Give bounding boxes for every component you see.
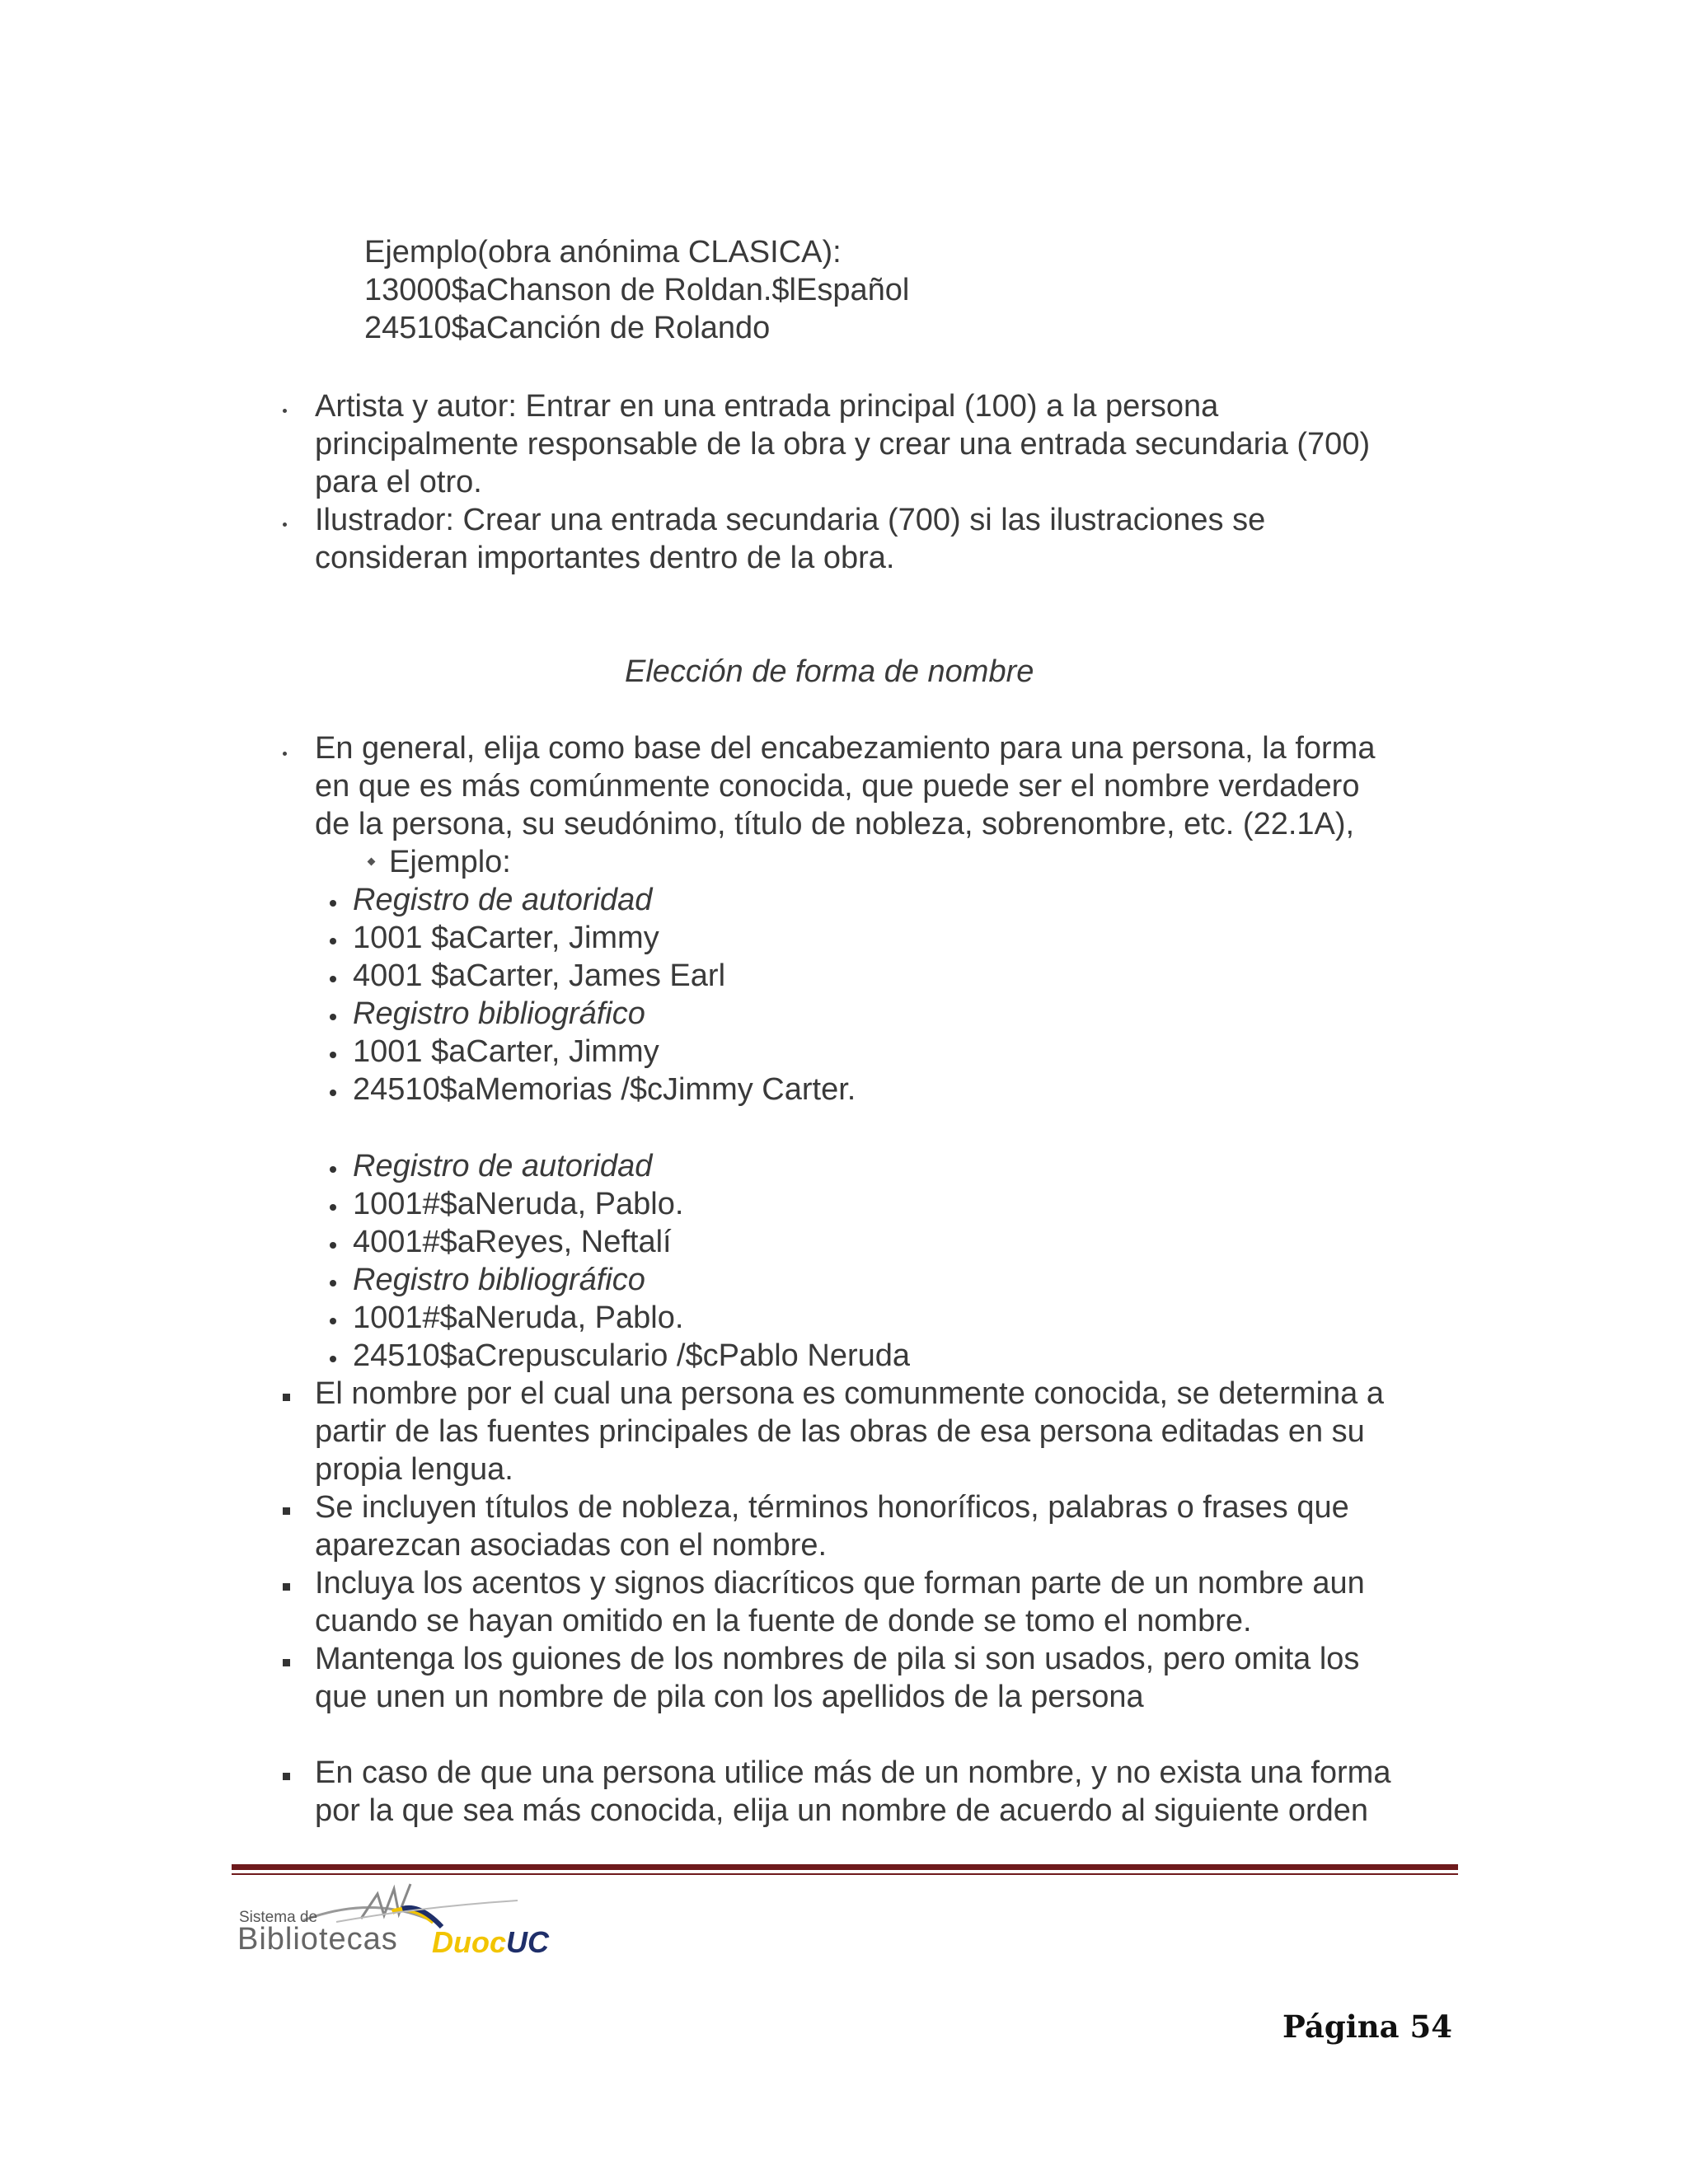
rule-4-line-1: Mantenga los guiones de los nombres de pila si son usados, pero omita los	[315, 1642, 1360, 1676]
bullet-dot	[283, 523, 287, 527]
list-item: Registro de autoridad	[353, 1149, 653, 1183]
list-item: 1001#$aNeruda, Pablo.	[353, 1187, 684, 1221]
list-bullet	[330, 1204, 336, 1211]
list-bullet	[330, 1014, 336, 1020]
rule-3-line-2: cuando se hayan omitido en la fuente de donde se tomo el nombre.	[315, 1604, 1252, 1638]
artista-line-3: para el otro.	[315, 465, 482, 499]
list-item: 1001 $aCarter, Jimmy	[353, 1034, 659, 1069]
bullet-dot	[283, 409, 287, 413]
rule-5-line-2: por la que sea más conocida, elija un nombre de acuerdo al siguiente orden	[315, 1793, 1369, 1828]
example-label: Ejemplo:	[389, 845, 511, 879]
square-bullet	[283, 1394, 290, 1401]
rule-3-line-1: Incluya los acentos y signos diacríticos que forman parte de un nombre aun	[315, 1566, 1365, 1601]
footer-rule-thick	[232, 1864, 1458, 1870]
list-item: Registro de autoridad	[353, 883, 653, 917]
square-bullet	[283, 1507, 290, 1515]
ilustrador-line-1: Ilustrador: Crear una entrada secundaria (700) si las ilustraciones se	[315, 503, 1266, 537]
bullet-dot	[283, 752, 287, 756]
page-number: Página 54	[1282, 2008, 1452, 2045]
rule-1-line-1: El nombre por el cual una persona es comunmente conocida, se determina a	[315, 1376, 1384, 1411]
rule-2-line-2: aparezcan asociadas con el nombre.	[315, 1528, 828, 1563]
list-item: 24510$aCrepusculario /$cPablo Neruda	[353, 1338, 911, 1373]
section-heading: Elección de forma de nombre	[625, 654, 1034, 689]
artista-line-1: Artista y autor: Entrar en una entrada principal (100) a la persona	[315, 389, 1219, 424]
list-item: 1001#$aNeruda, Pablo.	[353, 1301, 684, 1335]
list-bullet	[330, 938, 336, 944]
list-bullet	[330, 976, 336, 982]
logo-brand-duoc: Duoc	[432, 1925, 506, 1959]
list-bullet	[330, 1318, 336, 1324]
footer-rule-thin	[232, 1873, 1458, 1875]
rule-2-line-1: Se incluyen títulos de nobleza, términos honoríficos, palabras o frases que	[315, 1490, 1349, 1525]
logo-small-text: Sistema de	[239, 1909, 318, 1926]
list-bullet	[330, 1166, 336, 1173]
list-bullet	[330, 1090, 336, 1096]
diamond-bullet	[368, 858, 376, 866]
list-item: 4001#$aReyes, Neftalí	[353, 1225, 672, 1259]
list-item: 4001 $aCarter, James Earl	[353, 958, 726, 993]
logo-big-text: Bibliotecas	[237, 1922, 398, 1957]
list-item: Registro bibliográfico	[353, 996, 645, 1031]
square-bullet	[283, 1773, 290, 1780]
logo-brand-uc: UC	[506, 1925, 549, 1959]
artista-line-2: principalmente responsable de la obra y crear una entrada secundaria (700)	[315, 427, 1371, 462]
logo-brand	[432, 1925, 549, 1960]
list-bullet	[330, 900, 336, 907]
rule-1-line-3: propia lengua.	[315, 1452, 513, 1487]
bibliotecas-duocuc-logo	[237, 1879, 592, 1971]
list-item: Registro bibliográfico	[353, 1263, 645, 1297]
list-item: 24510$aMemorias /$cJimmy Carter.	[353, 1072, 856, 1107]
list-bullet	[330, 1356, 336, 1362]
ilustrador-line-2: consideran importantes dentro de la obra.	[315, 541, 895, 575]
rule-5-line-1: En caso de que una persona utilice más de un nombre, y no exista una forma	[315, 1755, 1391, 1790]
example-title: Ejemplo(obra anónima CLASICA):	[364, 235, 842, 269]
general-line-1: En general, elija como base del encabezamiento para una persona, la forma	[315, 731, 1376, 766]
example-line-1: 13000$aChanson de Roldan.$lEspañol	[364, 273, 910, 307]
example-line-2: 24510$aCanción de Rolando	[364, 311, 771, 345]
general-line-2: en que es más comúnmente conocida, que puede ser el nombre verdadero	[315, 769, 1360, 804]
list-bullet	[330, 1052, 336, 1058]
square-bullet	[283, 1583, 290, 1591]
rule-4-line-2: que unen un nombre de pila con los apellidos de la persona	[315, 1680, 1144, 1714]
rule-1-line-2: partir de las fuentes principales de las obras de esa persona editadas en su	[315, 1414, 1365, 1449]
list-bullet	[330, 1242, 336, 1249]
square-bullet	[283, 1659, 290, 1666]
list-item: 1001 $aCarter, Jimmy	[353, 921, 659, 955]
list-bullet	[330, 1280, 336, 1286]
general-line-3: de la persona, su seudónimo, título de nobleza, sobrenombre, etc. (22.1A),	[315, 807, 1355, 841]
